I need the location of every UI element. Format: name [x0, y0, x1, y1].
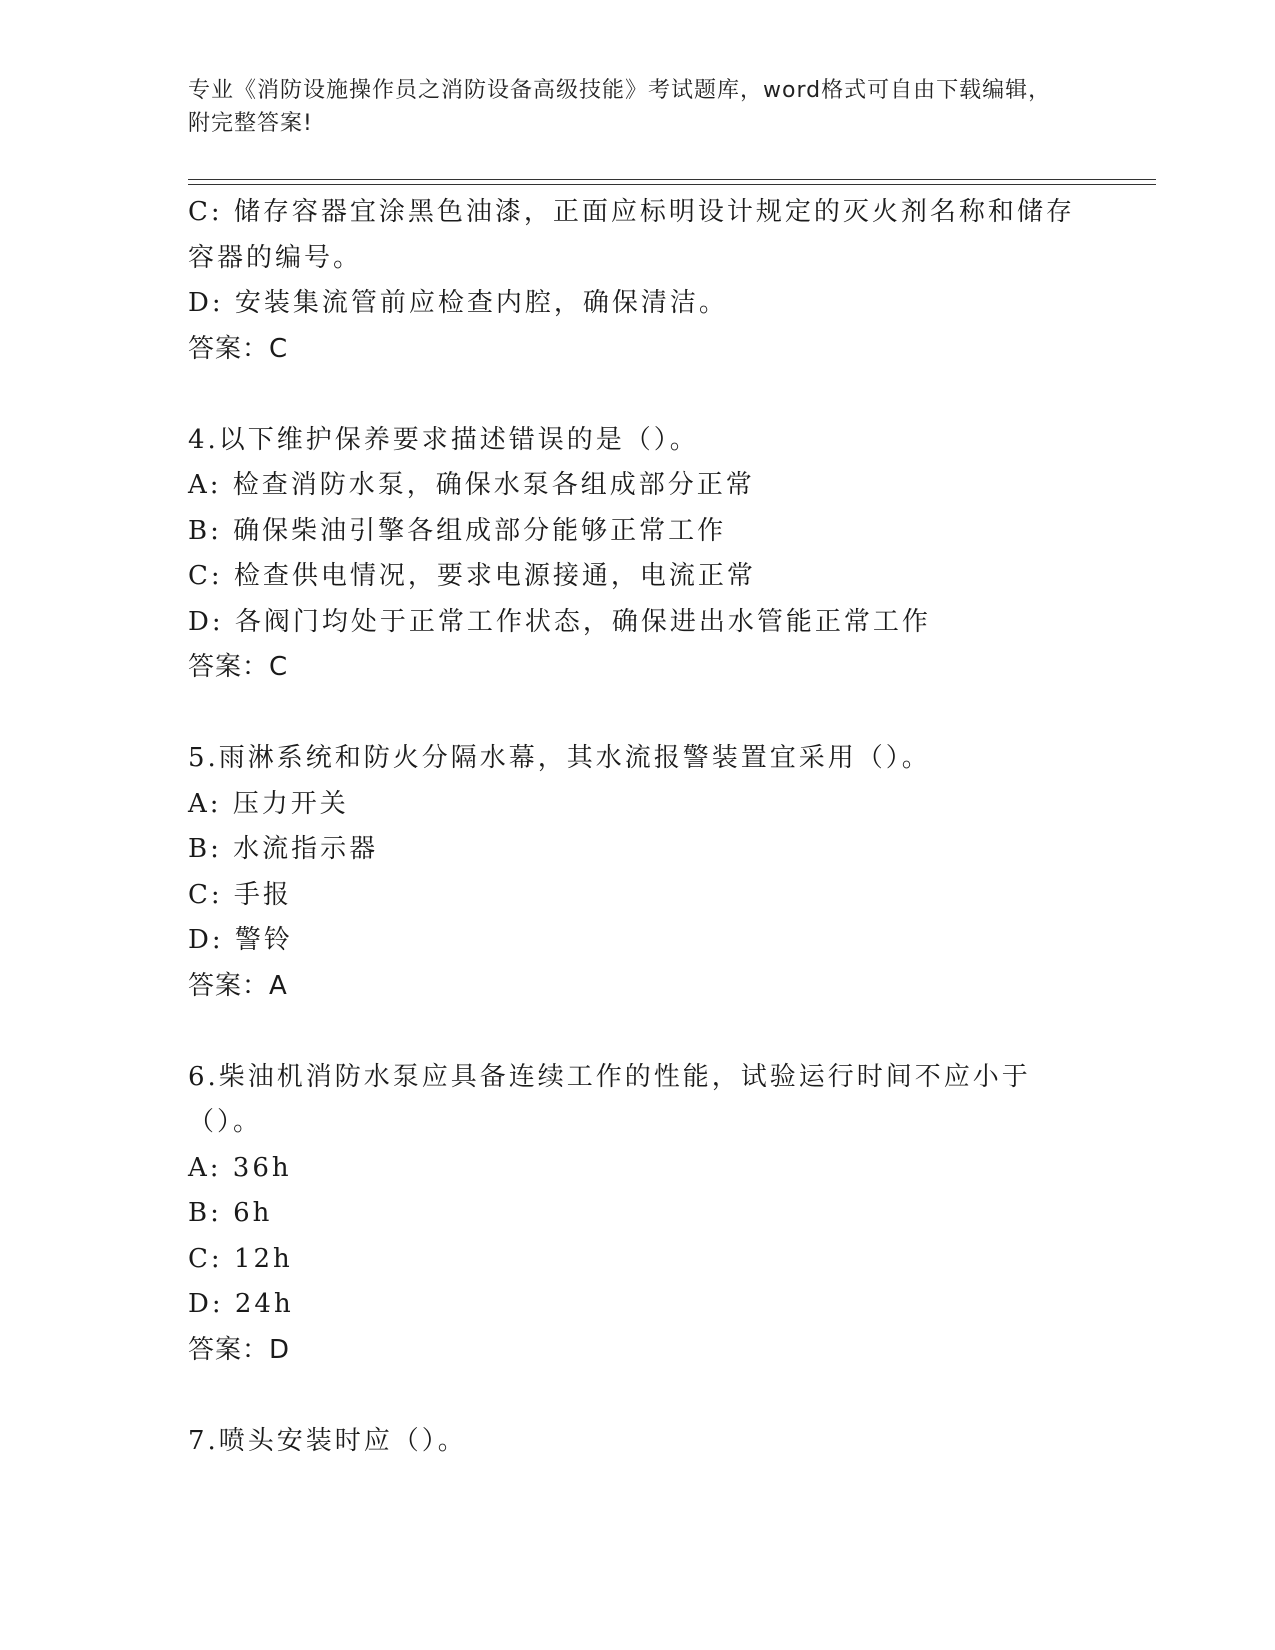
option-c: C: 检查供电情况，要求电源接通，电流正常 [188, 561, 756, 591]
question-stem: 5.雨淋系统和防火分隔水幕，其水流报警装置宜采用（）。 [188, 743, 931, 773]
option-d: D: 24h [188, 1289, 294, 1319]
question-block-4 [188, 418, 1088, 691]
option-a: A: 检查消防水泵，确保水泵各组成部分正常 [188, 470, 755, 500]
question-stem: 7.喷头安装时应（）。 [188, 1425, 467, 1456]
document-header: 专业《消防设施操作员之消防设备高级技能》考试题库，word格式可自由下载编辑，附完整答案! [188, 78, 1052, 136]
question-stem: 4.以下维护保养要求描述错误的是（）。 [188, 424, 699, 455]
option-b: B: 确保柴油引擎各组成部分能够正常工作 [188, 515, 727, 546]
option-c: C: 手报 [188, 879, 292, 910]
option-c: C: 12h [188, 1243, 293, 1274]
option-b: B: 6h [188, 1198, 273, 1228]
document-body [188, 190, 1088, 1464]
header-rule-top [188, 179, 1156, 180]
question-block-5 [188, 736, 1088, 1009]
question-stem: 6.柴油机消防水泵应具备连续工作的性能，试验运行时间不应小于（）。 [188, 1061, 1031, 1137]
option-d: D: 各阀门均处于正常工作状态，确保进出水管能正常工作 [188, 606, 931, 637]
question-block-3-continued [188, 190, 1088, 372]
answer-line: 答案：C [188, 333, 289, 364]
spacer [188, 1009, 1088, 1055]
answer-line: 答案：A [188, 970, 288, 1001]
option-b: B: 水流指示器 [188, 834, 379, 864]
answer-line: 答案：C [188, 652, 289, 682]
answer-line: 答案：D [188, 1334, 291, 1365]
question-block-7 [188, 1419, 1088, 1465]
option-a: A: 36h [188, 1152, 292, 1183]
question-block-6 [188, 1055, 1088, 1374]
option-d: D: 安装集流管前应检查内腔，确保清洁。 [188, 288, 728, 318]
option-a: A: 压力开关 [188, 788, 349, 819]
spacer [188, 691, 1088, 737]
option-d: D: 警铃 [188, 925, 293, 955]
option-c: C: 储存容器宜涂黑色油漆，正面应标明设计规定的灭火剂名称和储存容器的编号。 [188, 197, 1075, 273]
header-rule-bottom [188, 184, 1156, 185]
spacer [188, 372, 1088, 418]
spacer [188, 1373, 1088, 1419]
